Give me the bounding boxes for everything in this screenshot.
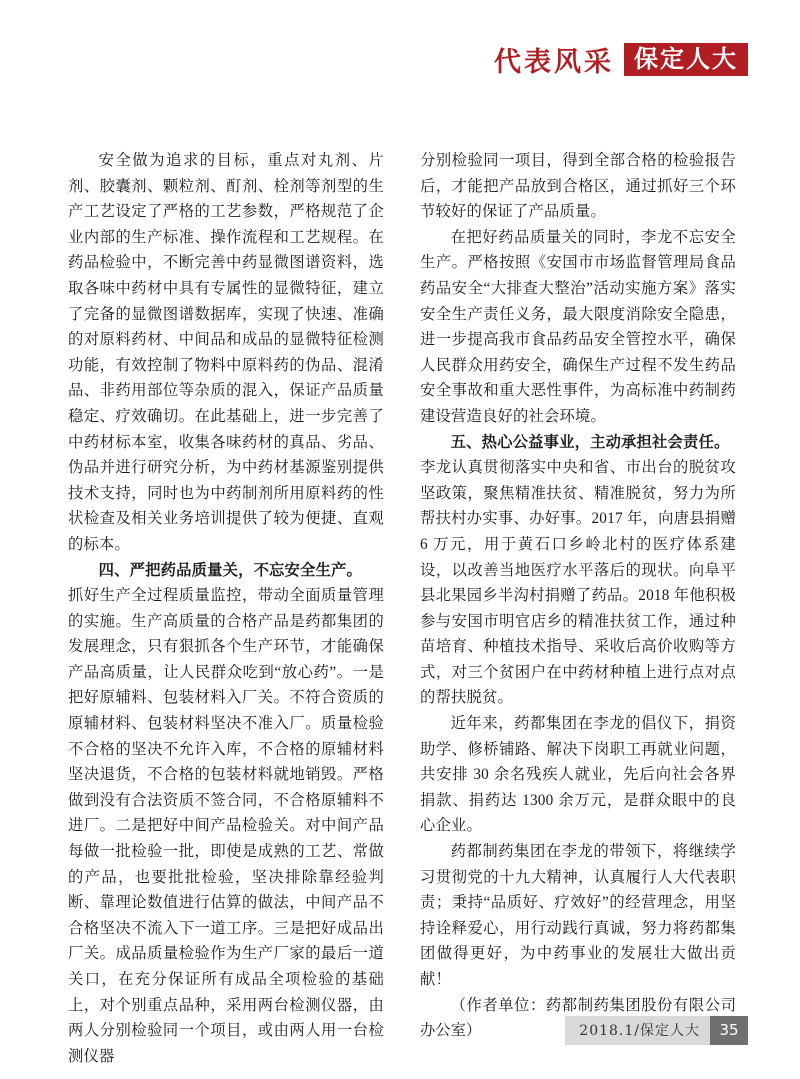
paragraph: 安全做为追求的目标，重点对丸剂、片剂、胶囊剂、颗粒剂、酊剂、栓剂等剂型的生产工艺设定了严格的工艺参数，严格规范了企业内部的生产标准、操作流程和工艺规程。在药品检验中，不断完善中药显微图谱资料，选取各味中药材中具有专属性的显微特征，建立了完备的显微图谱数据库，实现了快速、准确的对原料药材、中间品和成品的显微特征检测功能，有效控制了物料中原料药的伪品、混淆品、非药用部位等杂质的混入，保证产品质量稳定、疗效确切。在此基础上，进一步完善了中药材标本室，收集各味药材的真品、劣品、伪品并进行研究分析，为中药材基源鉴别提供技术支持，同时也为中药制剂所用原料药的性状检查及相关业务培训提供了较为便捷、直观的标本。 xyxy=(68,152,384,553)
section-heading: 四、严把药品质量关，不忘安全生产。 xyxy=(98,561,363,579)
page-footer xyxy=(565,1016,748,1045)
article-body xyxy=(68,148,736,1069)
column-left xyxy=(68,148,384,1069)
header-title: 代表风采 xyxy=(494,47,614,78)
page-header xyxy=(494,40,748,79)
paragraph: 抓好生产全过程质量监控，带动全面质量管理的实施。生产高质量的合格产品是药都集团的发展理念，只有狠抓各个生产环节，才能确保产品高质量，让人民群众吃到“放心药”。一是把好原辅料、包装材料入厂关。不符合资质的原辅材料、包装材料坚决不准入厂。质量检验不合格的坚决不允许入库，不合格的原辅材料坚决退货，不合格的包装材料就地销毁。严格做到没有合法资质不签合同，不合格原辅料不进厂。二是把好中间产品检验关。对中间产品每做一批检验一批，即使是成熟的工艺、常做的产品，也要批批检验，坚决排除靠经验判断、靠理论数值进行估算的做法，中间产品不合格坚决不流入下一道工序。三是把好成品出厂关。成品质量检验作为生产厂家的最后一道关口，在充分保证所有成品全项检验的基础上，对个别重点品种，采用两台检测仪器，由两人分别检验同一个项目，或由两人用一台检测仪器 xyxy=(68,587,384,1065)
column-right xyxy=(420,148,736,1069)
paragraph: 李龙认真贯彻落实中央和省、市出台的脱贫攻坚政策，聚焦精准扶贫、精准脱贫，努力为所帮扶村办实事、办好事。2017 年，向唐县捐赠 6 万元，用于黄石口乡岭北村的医疗体系建设，以改善当地医疗水平落后的现状。向阜平县北果园乡半沟村捐赠了药品。2018 年他积极参与安国市明官店乡的精准扶贫工作，通过种苗培育、种植技术指导、采收后高价收购等方式，对三个贫困户在中药材种植上进行点对点的帮扶脱贫。 xyxy=(420,459,736,707)
paragraph: 分别检验同一项目，得到全部合格的检验报告后，才能把产品放到合格区，通过抓好三个环节较好的保证了产品质量。 xyxy=(420,152,736,221)
paragraph: 近年来，药都集团在李龙的倡仪下，捐资助学、修桥铺路、解决下岗职工再就业问题，共安排 30 余名残疾人就业，先后向社会各界捐款、捐药达 1300 余万元，是群众眼中的良心企业。 xyxy=(420,715,736,835)
paragraph: 在把好药品质量关的同时，李龙不忘安全生产。严格按照《安国市市场监督管理局食品药品安全“大排查大整治”活动实施方案》落实安全生产责任义务，最大限度消除安全隐患，进一步提高我市食品药品安全管控水平，确保人民群众用药安全，确保生产过程不发生药品安全事故和重大恶性事件，为高标准中药制药建设营造良好的社会环境。 xyxy=(420,228,736,425)
author-affiliation: （作者单位：药都制药集团股份有限公司办公室） xyxy=(420,996,736,1040)
section-heading: 五、热心公益事业，主动承担社会责任。 xyxy=(450,433,730,451)
page-number: 35 xyxy=(710,1016,748,1045)
paragraph: 药都制药集团在李龙的带领下，将继续学习贯彻党的十九大精神，认真履行人大代表职责；秉持“品质好、疗效好”的经营理念，用坚持诠释爱心，用行动践行真诚，努力将药都集团做得更好，为中药事业的发展壮大做出贡献！ xyxy=(420,843,736,988)
header-badge: 保定人大 xyxy=(624,43,748,76)
footer-issue-label: 2018.1/保定人大 xyxy=(565,1016,710,1045)
